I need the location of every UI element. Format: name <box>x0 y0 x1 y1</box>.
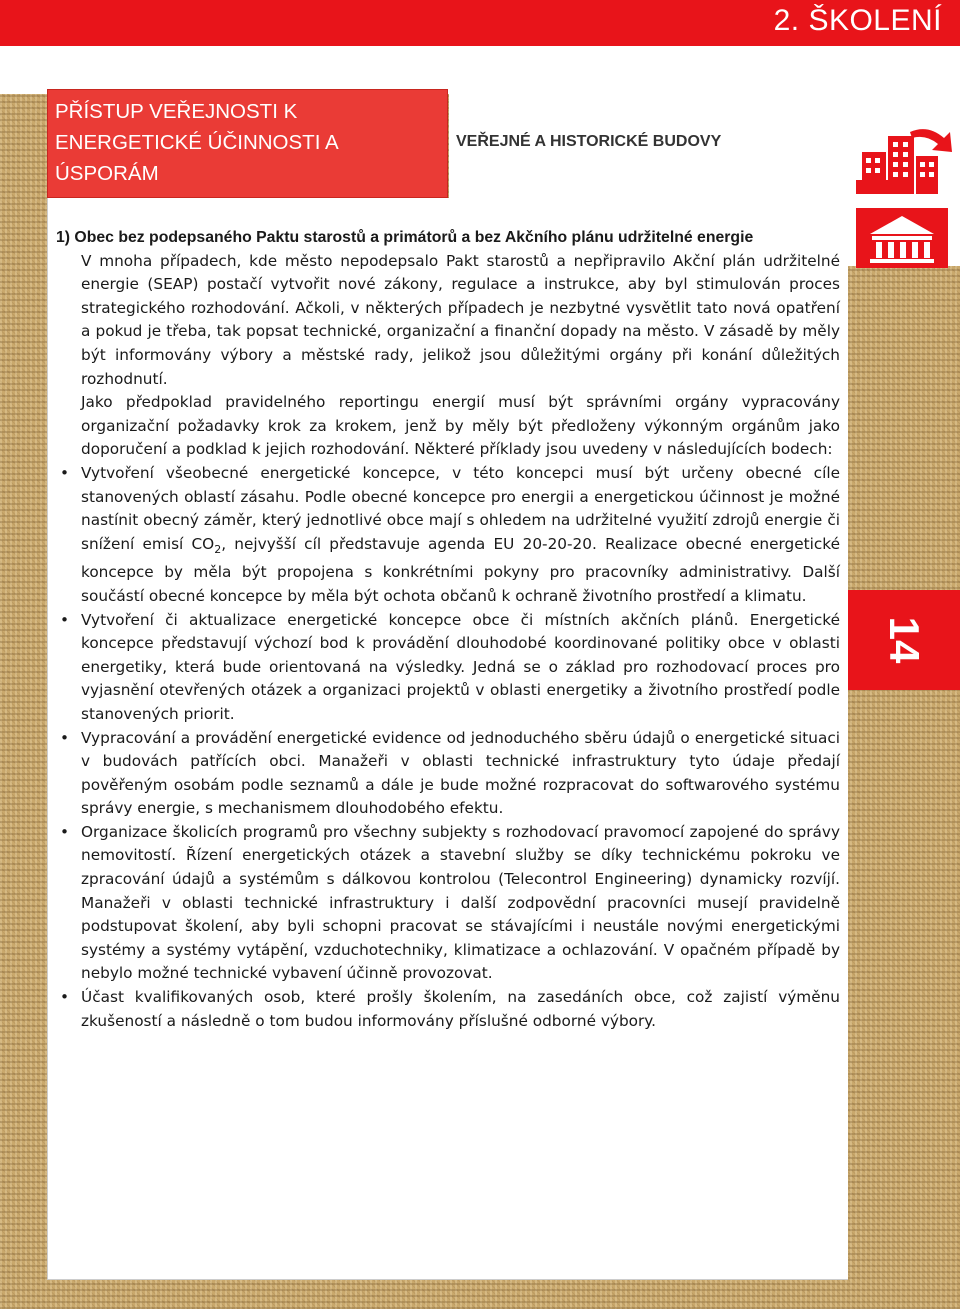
list-item <box>60 986 840 1033</box>
top-banner <box>0 0 960 46</box>
bullet-4-text: Organizace školicích programů pro všechny subjekty s rozhodovací pravomocí zapojené do správy nemovitostí. Řízení energetických otázek a stavební služby se díky technickému pokroku ve zpracování údajů a systémům s dálkovou kontrolou (Telecontrol Engineering) dynamicky rozvíjí. Manažeři v oblasti technické infrastruktury i další zodpovědní pracovníci musejí pravidelně podstupovat školení, aby byli schopni pracovat se stávajícími i neustále novými energetickými systémy a systémy vytápění, vzduchotechniky, klimatizace a ochlazování. V opačném případě by nebylo možné technické vybavení účinně provozovat. <box>81 822 840 983</box>
heading-line-3: ÚSPORÁM <box>55 162 159 185</box>
bullet-list <box>56 462 840 1033</box>
section-title: 2. ŠKOLENÍ <box>773 4 942 37</box>
bullet-3-text: Vypracování a provádění energetické evidence od jednoduchého sběru údajů o energetické situaci v budovách patřících obci. Manažeři v oblasti technické infrastruktury tyto údaje předají pověřeným osobám podle seznamů a dále je bude možné rozpracovat do softwarového systému správy energie, s mechanismem dlouhodobého efektu. <box>81 728 840 818</box>
bullet-1-text-a: Vytvoření všeobecné energetické koncepce, v této koncepci musí být určeny obecné cíle stanovených oblastí zásahu. Podle obecné koncepce pro energii a energetickou účinnost je možné nastínit obecný záměr, který jednotlivé obce mají s ohledem na udržitelné využití zdrojů energie či snížení emisí CO <box>81 463 840 553</box>
top-white-strip <box>0 46 848 94</box>
page-number-tab <box>848 590 960 690</box>
bullet-icon: • <box>60 610 70 629</box>
bullet-icon: • <box>60 728 70 747</box>
lead-heading: 1) Obec bez podepsaného Paktu starostů a primátorů a bez Akčního plánu udržitelné energie <box>56 229 754 246</box>
list-item <box>60 821 840 986</box>
paragraph-1: V mnoha případech, kde město nepodepsalo Pakt starostů a nepřipravilo Akční plán udržitelné energie (SEAP) postačí vytvořit nové zákony, regulace a instrukce, aby byl stimulován proces strategického rozhodování. Ačkoli, v některých případech je nezbytné vysvětlit tato nová opatření a pokud je třeba, tak popsat technické, organizační a finanční dopady na město. V zásadě by měly být informovány výbory a městské rady, jelikož jsou důležitými orgány při konání důležitých rozhodnutí. <box>81 251 840 388</box>
bullet-icon: • <box>60 463 70 482</box>
bullet-5-text: Účast kvalifikovaných osob, které prošly školením, na zasedáních obce, což zajistí výměnu zkušeností a následně o tom budou informovány příslušné odborné výbory. <box>81 988 840 1030</box>
institution-building-icon <box>856 208 948 268</box>
list-item <box>60 462 841 609</box>
list-item <box>60 727 840 821</box>
paragraph-2: Jako předpoklad pravidelného reportingu energií musí být správními orgány vypracovány organizační požadavky krok za krokem, jenž by měly být předloženy výkonným orgánům jako doporučení a podklad k jejich rozhodování. Některé příklady jsou uvedeny v následujících bodech: <box>81 393 840 459</box>
main-content <box>47 198 848 1280</box>
list-item <box>60 609 840 727</box>
subheading: VEŘEJNÉ A HISTORICKÉ BUDOVY <box>456 133 722 150</box>
subheading-box <box>449 89 848 198</box>
bullet-1-subscript: 2 <box>214 542 222 556</box>
bullet-icon: • <box>60 988 70 1007</box>
page-number: 14 <box>881 616 928 664</box>
city-buildings-icon <box>848 122 960 272</box>
bullet-1-text-b: , nejvyšší cíl představuje agenda EU 20-20-20. Realizace obecné energetické koncepce by měla být propojena s konkrétními pokyny pro pracovníky administrativy. Další součástí obecné koncepce by měla být ochota občanů k ochraně životního prostředí a klimatu. <box>81 534 841 605</box>
heading-line-2: ENERGETICKÉ ÚČINNOSTI A <box>55 131 339 154</box>
heading-box <box>47 89 448 198</box>
bullet-2-text: Vytvoření či aktualizace energetické koncepce obce či místních akčních plánů. Energetické koncepce představují výchozí bod k provádění dlouhodobé koordinované politiky obce v oblasti energetiky, která bude orientovaná na výsledky. Jedná se o základ pro rozhodovací proces pro vyjasnění otevřených otázek a organizaci projektů v oblasti energetiky a životního prostředí podle stanovených priorit. <box>81 610 840 723</box>
heading-line-1: PŘÍSTUP VEŘEJNOSTI K <box>55 100 298 123</box>
bullet-icon: • <box>60 822 70 841</box>
building-icons <box>848 122 960 272</box>
